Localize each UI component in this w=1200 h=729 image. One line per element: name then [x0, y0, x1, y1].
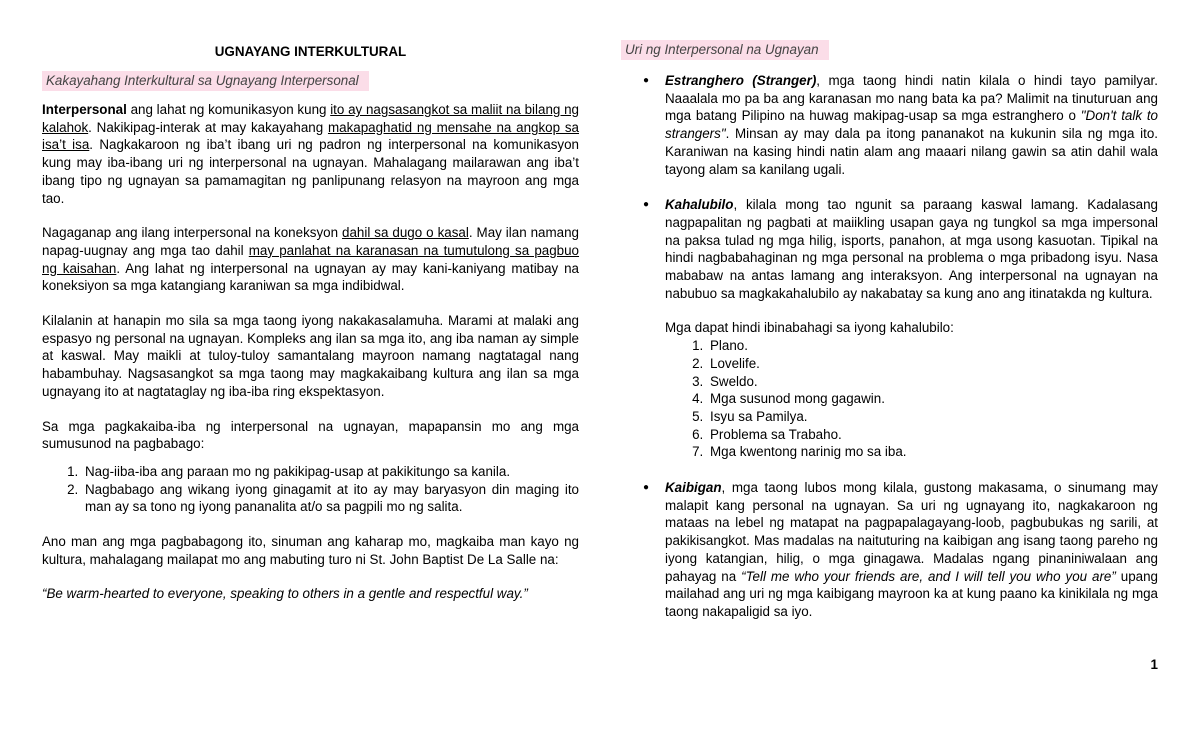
underlined-phrase: ito ay nagsasangkot sa maliit na bilang ng kalahok	[42, 102, 579, 135]
list-item: 4. Mga susunod mong gagawin.	[707, 390, 1158, 408]
underlined-phrase: makapaghatid ng mensahe na angkop sa isa’t isa	[42, 119, 579, 153]
term-estranghero: Estranghero (Stranger)	[665, 73, 817, 88]
list-item: 1. Plano.	[707, 337, 1158, 355]
list-item: 7. Mga kwentong narinig mo sa iba.	[707, 443, 1158, 461]
quote: “Be warm-hearted to everyone, speaking to others in a gentle and respectful way.”	[42, 586, 528, 602]
relationship-types-list-cont	[621, 479, 1158, 621]
list-item: 2. Nagbabago ang wikang iyong ginagamit at ito ay may baryasyon din maging ito man ay sa tono ng iyong pananalita at/o sa pagpili mo ng salita.	[82, 481, 579, 516]
underlined-phrase: may panlahat na karanasan na tumutulong sa pagbuo ng kaisahan	[42, 242, 580, 276]
not-share-list	[621, 337, 1158, 461]
section-label-interkultural: Kakayahang Interkultural sa Ugnayang Interpersonal	[42, 71, 369, 91]
term-kaibigan: Kaibigan	[665, 480, 722, 496]
bullet-icon: ●	[643, 75, 650, 86]
bullet-icon: ●	[643, 199, 650, 211]
not-share-intro: Mga dapat hindi ibinabahagi sa iyong kahalubilo:	[665, 320, 954, 336]
list-item: 6. Problema sa Trabaho.	[707, 426, 1158, 444]
relationship-types-list	[621, 72, 1158, 302]
paragraph-connections: Nagaganap ang ilang interpersonal na koneksyon dahil sa dugo o kasal. May ilan namang napag-uugnay ang mga tao dahil may panlahat na karanasan na tumutulong sa pagbuo ng kaisahan. Ang lahat ng interpersonal na ugnayan ay may kani-kaniyang matibay na koneksiyon sa mga katangiang karaniwan sa mga indibidwal.	[42, 225, 580, 294]
section-label-uri: Uri ng Interpersonal na Ugnayan	[621, 40, 829, 60]
term-kahalubilo: Kahalubilo	[665, 197, 734, 213]
bold-term: Interpersonal	[42, 102, 127, 117]
list-item-kaibigan: ● Kaibigan, mga taong lubos mong kilala, gustong makasama, o sinumang may malapit kang personal na ugnayan. Sa uri ng ugnayang ito, nagkakaroon ng mataas na lebel ng matapat na pagpapalagayang-loob, pagbubukas ng sarili, at pakikisangkot. Mas madalas na naituturing na kaibigan ang isang taong pareho ng iyong katangian, hilig, o mga ginagawa. Madalas ngang pinaniniwalaan ang pahayag na “Tell me who your friends are, and I will tell you who you are” upang mailahad ang uri ng mga kaibigang mayroon ka at kung paano ka kinikilala ng mga taong nakapaligid sa iyo.	[643, 480, 1158, 619]
changes-list	[42, 463, 579, 516]
paragraph-la-salle: Ano man ang mga pagbabagong ito, sinuman ang kaharap mo, magkaiba man kayo ng kultura, mahalagang mailapat mo ang mabuting turo ni St. John Baptist De La Salle na:	[42, 534, 579, 567]
paragraph-interpersonal-definition: Interpersonal ang lahat ng komunikasyon kung ito ay nagsasangkot sa maliit na bilang ng kalahok. Nakikipag-interak at may kakayahang makapaghatid ng mensahe na angkop sa isa’t isa. Nagkakaroon ng iba’t ibang uri ng padron ng interpersonal na komunikasyon kung may iba-ibang uri ng interpersonal na ugnayan. Mahalagang mailarawan ang iba’t ibang tipo ng ugnayan sa pamamagitan ng panlipunang relasyon na mayroon ang mga tao.	[42, 102, 579, 206]
page-number: 1	[1150, 657, 1158, 672]
list-item: 3. Sweldo.	[707, 373, 1158, 391]
list-item: 2. Lovelife.	[707, 355, 1158, 373]
list-item-kahalubilo: ● Kahalubilo, kilala mong tao ngunit sa paraang kaswal lamang. Kadalasang nagpapalitan ng pagbati at maiikling usapan gaya ng tungkol sa mga impersonal na paksa tulad ng mga hilig, isports, panahon, at mga usong kasuotan. Tipikal na hindi nagbabahaginan ng mga personal na problema o mga pribadong isyu. Nasa mababaw na antas lamang ang interaksyon. Ang interpersonal na ugnayan na nabubuo sa magkakahalubilo ay nakabatay sa kung ano ang itinatakda ng kultura.	[643, 197, 1158, 301]
left-column	[42, 40, 579, 620]
paragraph-kilalanin: Kilalanin at hanapin mo sila sa mga taong iyong nakakasalamuha. Marami at malaki ang espasyo ng personal na ugnayan. Kompleks ang ilan sa mga ito, ang iba naman ay simple at kaswal. May maikli at tuloy-tuloy samantalang mayroon namang nagtatagal nang habambuhay. Nagsasangkot sa mga taong may magkakaibang kultura ang ilan sa mga ugnayang ito at nagtataglay ng iba-iba ring ekspektasyon.	[42, 313, 579, 399]
bullet-icon: ●	[643, 482, 650, 494]
paragraph-pagbabago-intro: Sa mga pagkakaiba-iba ng interpersonal na ugnayan, mapapansin mo ang mga sumusunod na pagbabago:	[42, 418, 579, 452]
list-item: 5. Isyu sa Pamilya.	[707, 408, 1158, 426]
document-title: UGNAYANG INTERKULTURAL	[214, 44, 407, 59]
underlined-phrase: dahil sa dugo o kasal	[342, 225, 469, 241]
list-item: 1. Nag-iiba-iba ang paraan mo ng pakikipag-usap at pakikitungo sa kanila.	[82, 463, 579, 481]
right-column	[621, 40, 1158, 639]
list-item-estranghero: ● Estranghero (Stranger), mga taong hindi natin kilala o hindi tayo pamilyar. Naaalala mo pa ba ang karanasan mo nang bata ka pa? Malimit na tinuturuan ang mga batang Pilipino na huwag makipag-usap sa mga estranghero o "Don't talk to strangers". Minsan ay may dala pa itong pananakot na kukunin sila ng mga ito. Karaniwan na kasing hindi natin alam ang maaari nilang gawin sa atin dahil wala tayong alam sa kanilang ugali.	[643, 73, 1159, 177]
